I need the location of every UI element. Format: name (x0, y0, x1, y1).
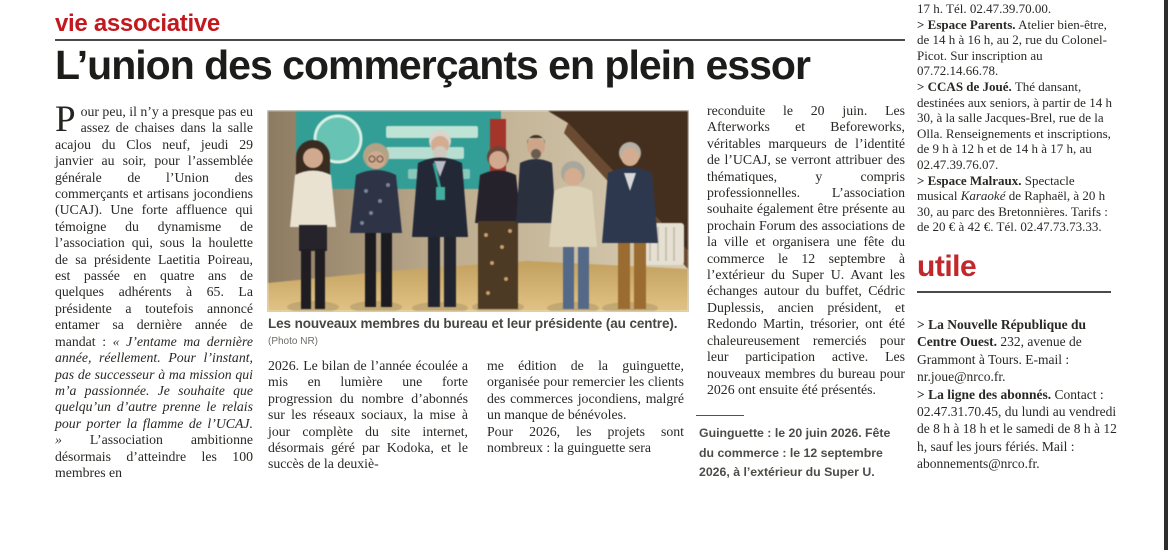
article-column-4 (707, 103, 905, 398)
agenda-item (917, 173, 1115, 235)
agenda-item-italic: Karaoké (960, 188, 1006, 204)
agenda-item (917, 1, 1115, 17)
agenda-item-text: Spectacle musical (917, 172, 1075, 204)
agenda-item (917, 79, 1115, 173)
page-right-border (1164, 0, 1168, 550)
agenda-item-text: Thé dansant, destinées aux seniors, à partir de 14 h 30, à la salle Jacques-Brel, rue de la Olla. Renseignements et inscriptions, de 9 h à 12 h et de 14 h à 17 h, au 02.47.39.76.07. (917, 78, 1112, 172)
drop-cap: P (55, 99, 76, 140)
agenda-item-text: Atelier bien-être, de 14 h à 16 h, au 2, rue du Colonel-Picot. Sur inscription au 07.72.14.66.78. (917, 16, 1107, 79)
utile-item-text: 232, avenue de Grammont à Tours. E-mail : nr.joue@nrco.fr. (917, 334, 1082, 385)
article-text: me édition de la guinguette, organisée pour remercier les clients des commerces jocondiens, malgré un manque de bénévoles. (487, 358, 684, 423)
article-text: our peu, il n’y a presque pas eu assez de chaises dans la salle acajou du Clos neuf, jeudi 29 janvier au soir, pour l’assemblée générale de l’Union des commerçants et artisans jocondiens (UCAJ). Une forte affluence qui témoigne du dynamisme de l’association qui, sous la houlette de sa présidente Laetitia Poireau, est passée en quatre ans de quelques adhérents à 65. La présidente a toutefois annoncé entamer sa dernière année de mandat : (55, 104, 253, 349)
agenda-item-lead: > Espace Malraux. (917, 172, 1022, 188)
article-text: 2026. Le bilan de l’année écoulée a mis en lumière une forte progression du nombre d’abonnés sur les réseaux sociaux, la mise à jour complète du site internet, désormais géré par Kodoka, et le succès de la deuxiè- (268, 358, 468, 472)
article-column-3 (487, 358, 684, 456)
article-paragraph (55, 99, 254, 481)
photo-credit: (Photo NR) (268, 336, 319, 347)
section-rule (55, 39, 905, 41)
agenda-item-text: de Raphaël, à 20 h 30, au parc des Bretonnières. Tarifs : de 20 € à 42 €. Tél. 02.47.73.73.33. (917, 188, 1108, 235)
section-label: vie associative (55, 10, 220, 37)
agenda-item-lead: > CCAS de Joué. (917, 78, 1012, 94)
agenda-item-text: 17 h. Tél. 02.47.39.70.00. (917, 1, 1052, 16)
article-column-1 (55, 99, 254, 481)
infobox-rule (696, 415, 744, 416)
utile-items (917, 316, 1117, 473)
agenda-sidebar (917, 1, 1115, 235)
utile-heading: utile (917, 250, 977, 283)
utile-item (917, 386, 1117, 473)
utile-item-text: Contact : 02.47.31.70.45, du lundi au vendredi de 8 h à 18 h et le samedi de 8 h à 12 h, sauf les jours fériés. Mail : abonnements@nrco.fr. (917, 386, 1117, 472)
article-column-2 (268, 358, 468, 473)
utile-item-lead: > La ligne des abonnés. (917, 386, 1052, 402)
utile-rule (917, 291, 1111, 293)
article-photo (268, 111, 688, 311)
photo-caption: Les nouveaux membres du bureau et leur présidente (au centre). (268, 316, 678, 331)
article-text: L’association ambitionne désormais d’atteindre les 100 membres en (55, 432, 253, 480)
article-headline: L’union des commerçants en plein essor (55, 42, 810, 88)
agenda-item-lead: > Espace Parents. (917, 16, 1016, 32)
utile-item (917, 316, 1117, 386)
article-quote: « J’entame ma dernière année, réellement. Pour l’instant, pas de successeur à ma mission qui m’a passionnée. Je souhaite que quelqu’un d’autre prenne le relais pour porter la flamme de l’UCAJ. » (55, 333, 254, 448)
utile-item-lead: > La Nouvelle République du Centre Ouest. (917, 317, 1086, 350)
agenda-item (917, 17, 1115, 79)
article-text: Pour 2026, les projets sont nombreux : la guinguette sera (487, 423, 684, 456)
event-infobox: Guinguette : le 20 juin 2026. Fête du commerce : le 12 septembre 2026, à l’extérieur du Super U. (699, 426, 891, 479)
photo-illustration (268, 111, 688, 311)
article-text: reconduite le 20 juin. Les Afterworks et Beforeworks, véritables marqueurs de l’identité de l’UCAJ, se verront attribuer des thématiques, y compris professionnelles. L’association souhaite également être présente au prochain Forum des associations de la ville et organisera une fête du commerce le 12 septembre à l’extérieur du Super U. Avant les échanges autour du buffet, Cédric Duplessis, ancien président, et Redondo Martin, trésorier, ont été chaleureusement remerciés pour leur participation active. Les nouveaux membres du bureau pour 2026 ont ensuite été présentés. (707, 103, 905, 397)
